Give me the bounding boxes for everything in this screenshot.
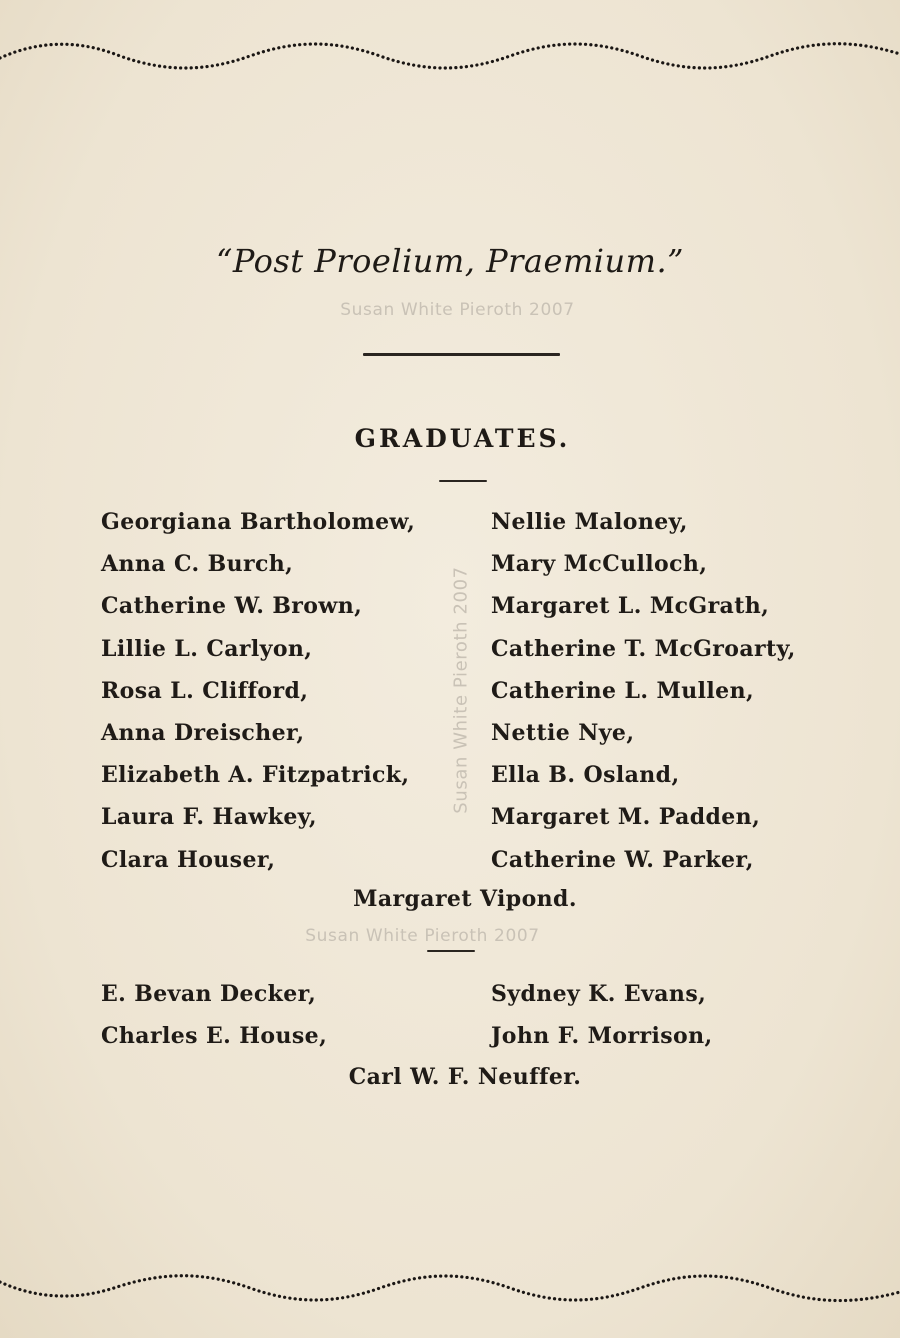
men-left-column xyxy=(101,973,327,1057)
graduate-name: E. Bevan Decker, xyxy=(101,981,317,1007)
divider-rule-long xyxy=(363,353,560,356)
graduate-name: Laura F. Hawkey, xyxy=(101,804,317,831)
men-right-column xyxy=(491,973,713,1057)
graduate-name: Elizabeth A. Fitzpatrick, xyxy=(101,762,410,789)
graduate-name: Catherine T. McGroarty, xyxy=(491,635,796,662)
graduate-name: Sydney K. Evans, xyxy=(491,981,707,1007)
top-dotted-wave-border xyxy=(0,36,900,76)
women-right-column xyxy=(491,501,796,881)
graduate-name: Nettie Nye, xyxy=(491,719,635,746)
graduate-name: Georgiana Bartholomew, xyxy=(101,509,416,535)
divider-rule-short xyxy=(439,480,487,482)
graduate-name: Nellie Maloney, xyxy=(491,509,688,535)
graduate-name: John F. Morrison, xyxy=(491,1023,713,1050)
graduate-name: Ella B. Osland, xyxy=(491,762,680,789)
graduate-name: Margaret M. Padden, xyxy=(491,804,761,831)
graduate-name: Lillie L. Carlyon, xyxy=(101,635,313,662)
watermark-top: Susan White Pieroth 2007 xyxy=(340,300,575,320)
graduate-name: Anna Dreischer, xyxy=(101,719,305,746)
divider-rule-short-2 xyxy=(427,950,475,952)
graduate-name: Catherine L. Mullen, xyxy=(491,677,755,704)
watermark-middle: Susan White Pieroth 2007 xyxy=(305,926,540,946)
graduates-heading: GRADUATES. xyxy=(354,424,571,453)
graduate-name: Rosa L. Clifford, xyxy=(101,677,309,704)
bottom-dotted-wave-border xyxy=(0,1270,900,1310)
graduate-name-centered-2: Carl W. F. Neuffer. xyxy=(348,1064,582,1090)
watermark-vertical: Susan White Pieroth 2007 xyxy=(450,566,472,814)
graduate-name: Margaret L. McGrath, xyxy=(491,593,770,620)
graduate-name: Mary McCulloch, xyxy=(491,551,708,578)
motto: “Post Proelium, Praemium.” xyxy=(215,242,684,280)
graduate-name: Anna C. Burch, xyxy=(101,551,294,578)
graduate-name: Charles E. House, xyxy=(101,1023,328,1050)
graduate-name: Catherine W. Parker, xyxy=(491,846,754,873)
graduate-name: Catherine W. Brown, xyxy=(101,593,363,620)
graduate-name-centered: Margaret Vipond. xyxy=(353,886,577,912)
women-left-column xyxy=(101,501,415,881)
graduate-name: Clara Houser, xyxy=(101,846,276,873)
